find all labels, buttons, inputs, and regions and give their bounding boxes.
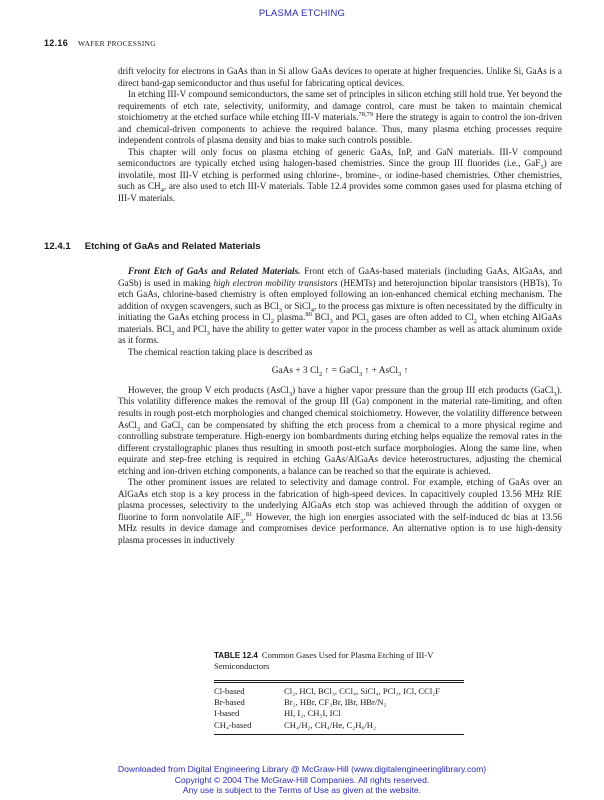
page-number: 12.16 <box>44 38 69 48</box>
paragraph: However, the group V etch products (AsCl$_3$) have a higher vapor pressure than the group III etch products (GaCl$_3$). This volatility difference makes the removal of the group III (Ga) component in the material rate-limiting, and often results in rough post-etch morphologies and changed chemical stoichiometry. However, the volatility difference between AsCl$_3$ and GaCl$_3$ can be compensated by shifting the etch process from a chemical to a more physical regime and controlling substrate temperature. High-energy ion bombardments during etching helps equalize the removal rates in the different crystallographic planes thus resulting in smooth post-etch surface morphologies. Along the same line, when equirate and step-free etching is required in etching GaAs/AlGaAs device heterostructures, adjusting the chemical etching and ion-driven etching components, a balance can be reached so that the equirate is achieved. <box>118 384 562 476</box>
section-title: Etching of GaAs and Related Materials <box>84 241 261 252</box>
paragraph: The chemical reaction taking place is described as <box>128 346 313 357</box>
run-in-heading: Front Etch of GaAs and Related Materials. <box>128 266 301 276</box>
table-caption: TABLE 12.4 Common Gases Used for Plasma Etching of III-V Semiconductors <box>214 650 434 671</box>
table-row <box>214 697 464 708</box>
footer-terms: Any use is subject to the Terms of Use as given at the website. <box>182 785 422 796</box>
table-cell-gases: HI, I₂, CH₃I, ICl <box>284 708 341 719</box>
table-cell-category: Br-based <box>214 697 245 708</box>
table-cell-gases: Br₂, HBr, CF₃Br, IBr, HBr/N₂ <box>284 697 387 708</box>
footer-link[interactable]: Downloaded from Digital Engineering Library @ McGraw-Hill (www.digitalengineeringlibrary.com) <box>117 764 487 774</box>
section-body <box>118 266 562 547</box>
intro-text <box>118 66 562 205</box>
running-head-section: WAFER PROCESSING <box>78 39 156 48</box>
table-rule <box>214 734 464 735</box>
paragraph: In etching III-V compound semiconductors, the same set of principles in silicon etching still hold true. Yet beyond the requirements of etch rate, selectivity, uniformity, and damage control, care must be taken to maintain chemical stoichiometry at the etched surface while etching III-V materials.$^{78,79}$ Here the strategy is again to control the ion-driven and chemical-driven components to achieve the required balance. Thus, many plasma etching processes require independent controls of plasma density and bias to make such controls possible. <box>118 89 562 146</box>
paragraph: Front Etch of GaAs and Related Materials. Front etch of GaAs-based materials (including GaAs, AlGaAs, and GaSb) is used in making high electron mobility transistors (HEMTs) and heterojunction bipolar transistors (HBTs). To etch GaAs, chlorine-based chemistry is often employed following an ion-enhanced chemical etching mechanism. The addition of oxygen scavengers, such as BCl$_3$ or SiCl$_4$, to the process gas mixture is often necessitated by the difficulty in initiating the GaAs etching process in $Cl_2$ plasma.$^{80}$ BCl$_3$ and PCl$_3$ gases are often added to $Cl_2$ when etching AlGaAs materials. BCl$_3$ and PCl$_3$ have the ability to getter water vapor in the process chamber as well as attack aluminum oxide as it forms. <box>118 266 563 346</box>
table-cell-category: Cl-based <box>214 686 245 696</box>
table-cell-gases: Cl₂, HCl, BCl₃, CCl₄, SiCl₄, PCl₃, ICl, CCl₂F <box>284 686 441 696</box>
citation: 81 <box>245 510 253 518</box>
page-top-label: PLASMA ETCHING <box>258 8 346 19</box>
table-rule <box>214 680 464 681</box>
table-row <box>214 686 464 697</box>
table-cell-category: I-based <box>214 708 240 719</box>
table-rule <box>214 682 464 683</box>
section-heading <box>44 241 261 252</box>
footer <box>0 764 604 796</box>
gas-table <box>214 650 464 735</box>
table <box>214 686 464 731</box>
footer-copyright: Copyright © 2004 The McGraw-Hill Companies. All rights reserved. <box>174 774 430 785</box>
chemical-equation: GaAs + 3 $Cl_2$ ↑ = GaCl$_3$ ↑ + AsCl$_3$ ↑ <box>271 366 409 379</box>
paragraph: The other prominent issues are related to selectivity and damage control. For example, etching of GaAs over an AlGaAs etch stop is a key process in the fabrication of high-speed devices. In capacitively coupled 13.56 MHz RIE plasma processes, selectivity to the underlying AlGaAs etch stop was achieved through the addition of oxygen or fluorine to form nonvolatile AlF$_3$.$^{81}$ However, the high ion energies associated with the self-induced dc bias at 13.56 MHz results in device damage and compromises device performance. An alternative option is to use high-density plasma processes in inductively <box>118 477 562 546</box>
table-row <box>214 708 464 719</box>
table-row <box>214 720 464 731</box>
table-label: TABLE 12.4 <box>214 651 258 660</box>
paragraph: This chapter will only focus on plasma etching of generic GaAs, InP, and GaN materials. III-V compound semiconductors are typically etched using halogen-based chemistries. Since the group III fluorides (i.e., GaF$_3$) are involatile, most III-V etching is performed using chlorine-, bromine-, or iodine-based chemistries. Other chemistries, such as $CH_4$, are also used to etch III-V materials. Table 12.4 provides some common gases used for plasma etching of III-V materials. <box>118 146 563 204</box>
citation: 78,79 <box>358 111 374 119</box>
section-number: 12.4.1 <box>44 241 71 252</box>
paragraph: drift velocity for electrons in GaAs than in Si allow GaAs devices to operate at higher frequencies. Unlike Si, GaAs is a direct band-gap semiconductor and thus useful for fabricating optical devices. <box>118 66 562 88</box>
running-head <box>44 38 156 48</box>
table-cell-gases: CH₄/H₂, CH₄/He, C₂H₆/H₂ <box>284 719 376 730</box>
citation: 80 <box>305 311 312 319</box>
table-cell-category: CH₄-based <box>214 719 252 730</box>
